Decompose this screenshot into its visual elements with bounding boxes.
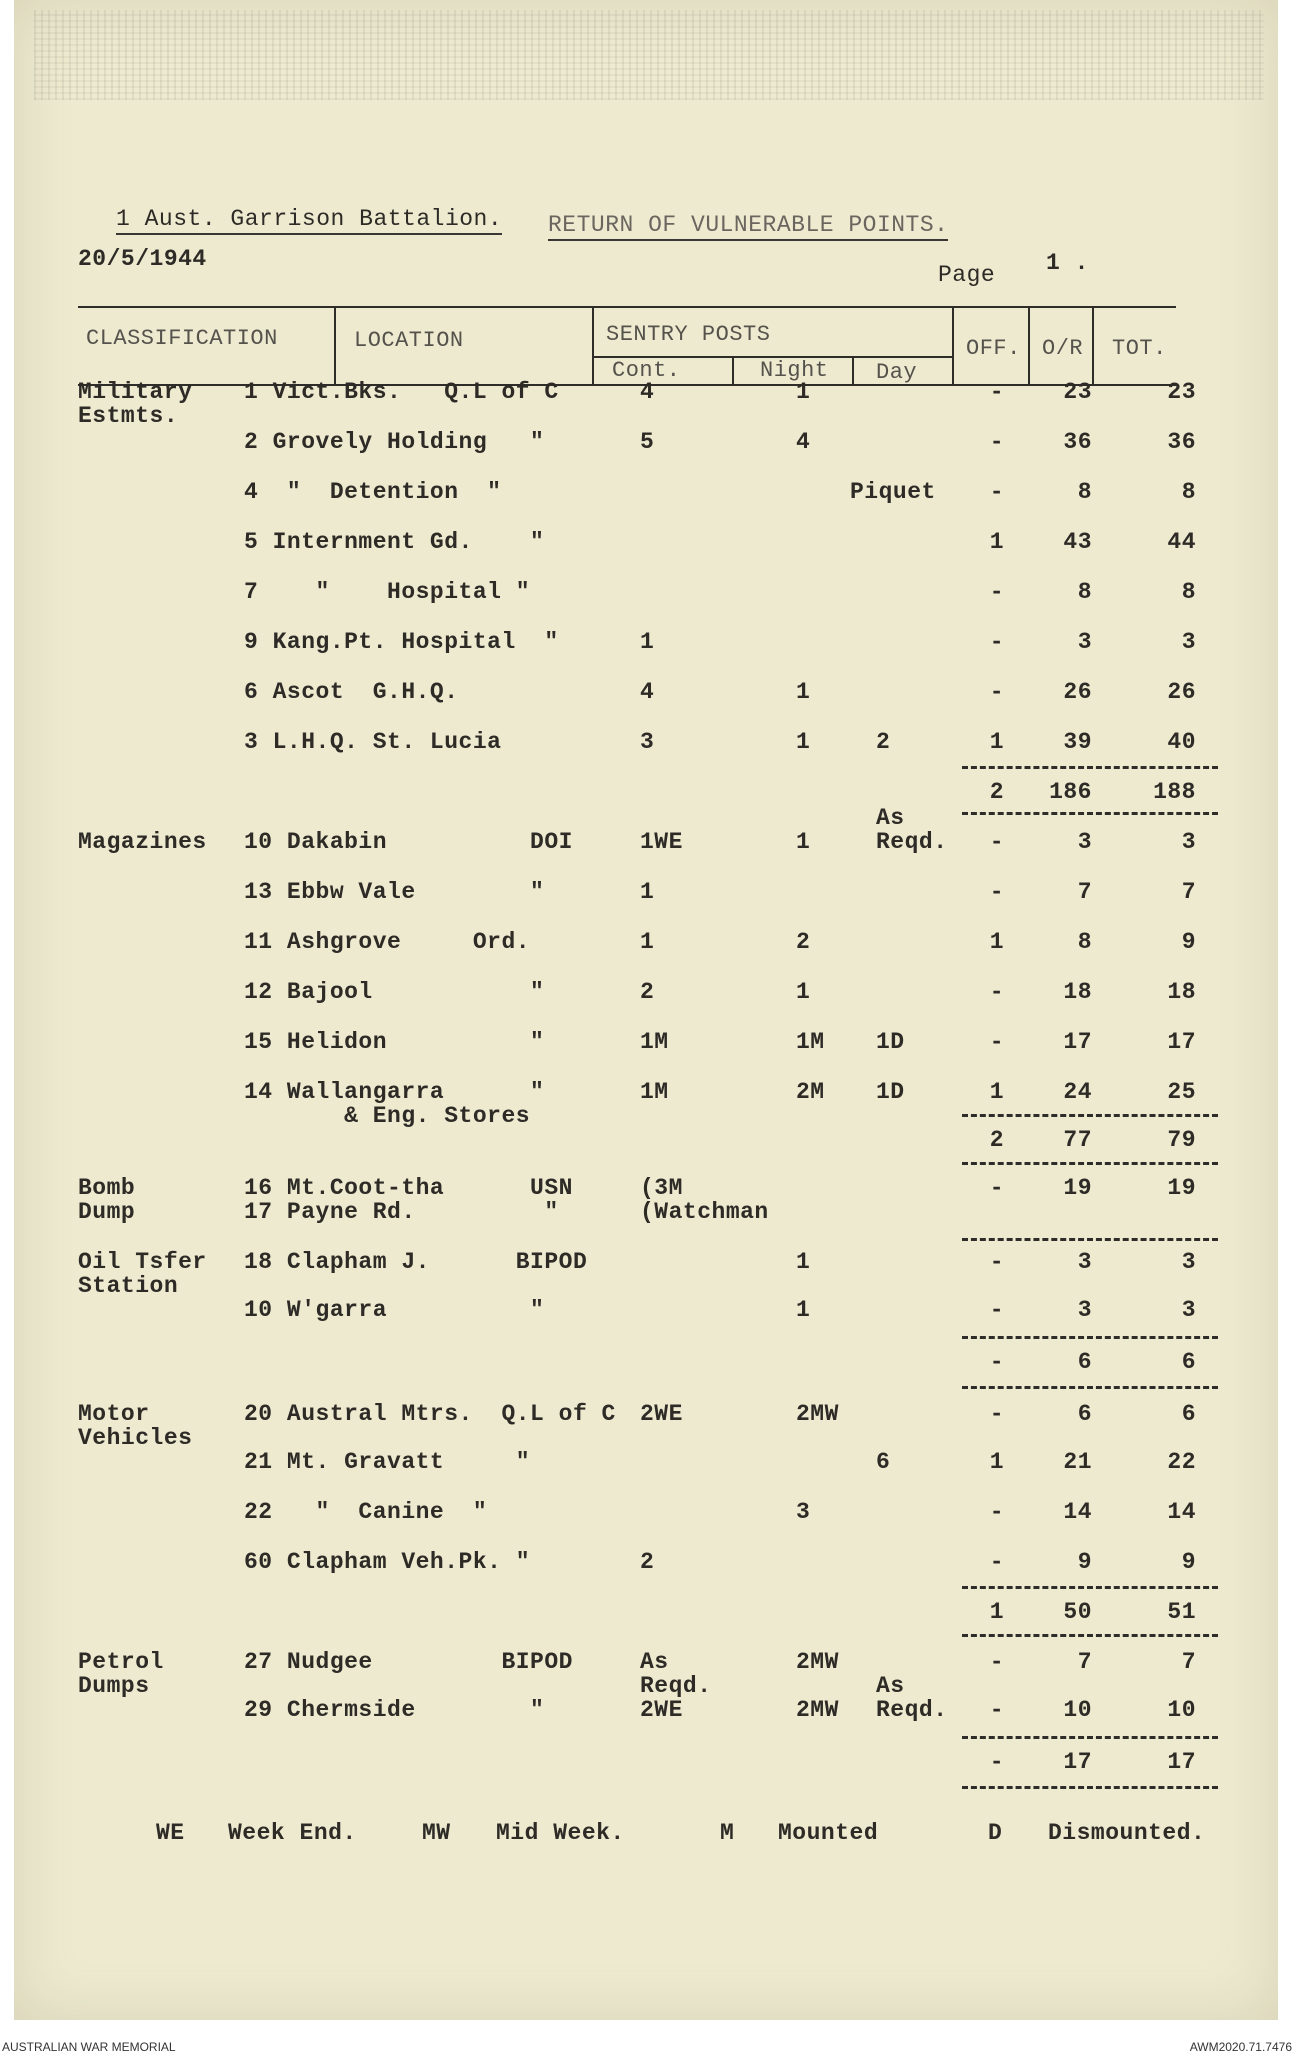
location-cell: 2 Grovely Holding " xyxy=(244,429,545,455)
subtotal-off: - xyxy=(989,1749,1004,1775)
location-cell: 60 Clapham Veh.Pk. " xyxy=(244,1549,531,1575)
off-cell: - xyxy=(989,629,1004,655)
night-cell: 1 xyxy=(796,679,811,705)
tot-cell: 7 xyxy=(1181,879,1196,905)
night-cell: 3 xyxy=(796,1499,811,1525)
cont-cell: 1M xyxy=(640,1029,669,1055)
or-cell: 14 xyxy=(1063,1499,1092,1525)
location-cell: 27 Nudgee BIPOD xyxy=(244,1649,573,1675)
night-cell: 1 xyxy=(796,829,811,855)
or-cell: 8 xyxy=(1077,929,1092,955)
off-cell: - xyxy=(989,1249,1004,1275)
tot-cell: 44 xyxy=(1167,529,1196,555)
tot-cell: 3 xyxy=(1181,629,1196,655)
tot-cell: 8 xyxy=(1181,479,1196,505)
tot-cell: 3 xyxy=(1181,829,1196,855)
subtotal-rule xyxy=(962,1386,1218,1389)
location-cell: 7 " Hospital " xyxy=(244,579,531,605)
group-classification: Magazines xyxy=(78,829,207,855)
night-cell: 2 xyxy=(796,929,811,955)
off-cell: - xyxy=(989,379,1004,405)
location-cell: 10 Dakabin DOI xyxy=(244,829,573,855)
subtotal-off: - xyxy=(989,1349,1004,1375)
location-cell: 29 Chermside " xyxy=(244,1697,545,1723)
cont-cell: 2WE xyxy=(640,1697,683,1723)
subtotal-off: 1 xyxy=(989,1599,1004,1625)
tot-cell: 26 xyxy=(1167,679,1196,705)
subtotal-off: 2 xyxy=(989,779,1004,805)
legend-meaning: Dismounted. xyxy=(1048,1820,1206,1846)
night-cell: 1 xyxy=(796,729,811,755)
location-cell: 9 Kang.Pt. Hospital " xyxy=(244,629,559,655)
subtotal-tot: 6 xyxy=(1181,1349,1196,1375)
tot-cell: 40 xyxy=(1167,729,1196,755)
location-cell: 20 Austral Mtrs. Q.L of C xyxy=(244,1401,616,1427)
or-cell: 39 xyxy=(1063,729,1092,755)
off-cell: - xyxy=(989,579,1004,605)
or-cell: 8 xyxy=(1077,579,1092,605)
cont-cell: 1M xyxy=(640,1079,669,1105)
cont-cell: 1 xyxy=(640,629,655,655)
location-cell: 22 " Canine " xyxy=(244,1499,488,1525)
subtotal-or: 186 xyxy=(1049,779,1092,805)
subtotal-rule xyxy=(962,812,1218,815)
tot-cell: 9 xyxy=(1181,929,1196,955)
location-cell: 5 Internment Gd. " xyxy=(244,529,545,555)
night-cell: 2M xyxy=(796,1079,825,1105)
night-cell: 2MW xyxy=(796,1697,839,1723)
group-classification: Oil Tsfer Station xyxy=(78,1249,207,1299)
subtotal-off: 2 xyxy=(989,1127,1004,1153)
group-classification: Bomb Dump xyxy=(78,1175,136,1225)
footer-accession-number: AWM2020.71.7476 xyxy=(1189,2040,1292,2054)
or-cell: 3 xyxy=(1077,1297,1092,1323)
page-label: Page xyxy=(938,262,996,288)
location-cell: 14 Wallangarra " & Eng. Stores xyxy=(244,1079,545,1129)
col-location: LOCATION xyxy=(354,328,464,353)
off-cell: 1 xyxy=(989,1079,1004,1105)
or-cell: 36 xyxy=(1063,429,1092,455)
or-cell: 19 xyxy=(1063,1175,1092,1201)
print-speckle xyxy=(34,10,1264,100)
legend-code: D xyxy=(988,1820,1003,1846)
off-cell: 1 xyxy=(989,729,1004,755)
legend-meaning: Mounted xyxy=(778,1820,879,1846)
location-cell: 16 Mt.Coot-tha USN 17 Payne Rd. " xyxy=(244,1175,573,1225)
legend-meaning: Week End. xyxy=(228,1820,357,1846)
page-number: 1 . xyxy=(1046,250,1089,276)
tot-cell: 10 xyxy=(1167,1697,1196,1723)
subtotal-or: 77 xyxy=(1063,1127,1092,1153)
table-header-rule xyxy=(78,384,1176,386)
subtotal-rule xyxy=(962,1736,1218,1739)
cont-cell: 1 xyxy=(640,929,655,955)
location-cell: 4 " Detention " xyxy=(244,479,502,505)
legend-meaning: Mid Week. xyxy=(496,1820,625,1846)
tot-cell: 18 xyxy=(1167,979,1196,1005)
location-cell: 11 Ashgrove Ord. xyxy=(244,929,531,955)
subtotal-rule xyxy=(962,766,1218,769)
off-cell: - xyxy=(989,1297,1004,1323)
location-cell: 10 W'garra " xyxy=(244,1297,545,1323)
tot-cell: 7 xyxy=(1181,1649,1196,1675)
tot-cell: 17 xyxy=(1167,1029,1196,1055)
col-sep-1 xyxy=(334,306,336,384)
tot-cell: 14 xyxy=(1167,1499,1196,1525)
subtotal-or: 6 xyxy=(1077,1349,1092,1375)
location-cell: 12 Bajool " xyxy=(244,979,545,1005)
subtotal-or: 50 xyxy=(1063,1599,1092,1625)
subtotal-rule xyxy=(962,1586,1218,1589)
off-cell: 1 xyxy=(989,929,1004,955)
group-classification: Petrol Dumps xyxy=(78,1649,164,1699)
off-cell: - xyxy=(989,1401,1004,1427)
tot-cell: 19 xyxy=(1167,1175,1196,1201)
off-cell: - xyxy=(989,679,1004,705)
off-cell: 1 xyxy=(989,529,1004,555)
night-cell: 1 xyxy=(796,1249,811,1275)
footer-archive-name: AUSTRALIAN WAR MEMORIAL xyxy=(2,2040,176,2054)
subtotal-tot: 79 xyxy=(1167,1127,1196,1153)
col-cont: Cont. xyxy=(612,358,681,383)
or-cell: 3 xyxy=(1077,829,1092,855)
or-cell: 17 xyxy=(1063,1029,1092,1055)
tot-cell: 22 xyxy=(1167,1449,1196,1475)
off-cell: - xyxy=(989,879,1004,905)
tot-cell: 6 xyxy=(1181,1401,1196,1427)
night-cell: 1 xyxy=(796,1297,811,1323)
col-sep-4 xyxy=(852,358,854,384)
day-cell: As Reqd. xyxy=(876,1673,948,1723)
tot-cell: 9 xyxy=(1181,1549,1196,1575)
legend-code: WE xyxy=(156,1820,185,1846)
off-cell: - xyxy=(989,429,1004,455)
col-sep-7 xyxy=(1092,306,1094,384)
group-classification: Military Estmts. xyxy=(78,379,193,429)
or-cell: 23 xyxy=(1063,379,1092,405)
legend-code: M xyxy=(720,1820,735,1846)
col-sep-6 xyxy=(1028,306,1030,384)
legend-code: MW xyxy=(422,1820,451,1846)
cont-cell: 5 xyxy=(640,429,655,455)
tot-cell: 8 xyxy=(1181,579,1196,605)
day-cell: Piquet xyxy=(850,479,936,505)
subtotal-tot: 51 xyxy=(1167,1599,1196,1625)
tot-cell: 36 xyxy=(1167,429,1196,455)
subtotal-or: 17 xyxy=(1063,1749,1092,1775)
document-date: 20/5/1944 xyxy=(78,246,207,272)
night-cell: 2MW xyxy=(796,1401,839,1427)
off-cell: - xyxy=(989,1697,1004,1723)
or-cell: 26 xyxy=(1063,679,1092,705)
off-cell: - xyxy=(989,479,1004,505)
location-cell: 18 Clapham J. BIPOD xyxy=(244,1249,588,1275)
document-title: RETURN OF VULNERABLE POINTS. xyxy=(548,214,948,241)
location-cell: 3 L.H.Q. St. Lucia xyxy=(244,729,502,755)
group-classification: Motor Vehicles xyxy=(78,1401,193,1451)
subtotal-rule xyxy=(962,1634,1218,1637)
cont-cell: 3 xyxy=(640,729,655,755)
off-cell: 1 xyxy=(989,1449,1004,1475)
or-cell: 43 xyxy=(1063,529,1092,555)
cont-cell: 2 xyxy=(640,1549,655,1575)
tot-cell: 25 xyxy=(1167,1079,1196,1105)
off-cell: - xyxy=(989,1499,1004,1525)
or-cell: 9 xyxy=(1077,1549,1092,1575)
col-sentry-posts: SENTRY POSTS xyxy=(606,322,771,347)
col-classification: CLASSIFICATION xyxy=(86,326,278,351)
or-cell: 7 xyxy=(1077,879,1092,905)
off-cell: - xyxy=(989,1029,1004,1055)
subtotal-rule xyxy=(962,1336,1218,1339)
subtotal-rule xyxy=(962,1238,1218,1241)
subtotal-tot: 17 xyxy=(1167,1749,1196,1775)
or-cell: 24 xyxy=(1063,1079,1092,1105)
or-cell: 21 xyxy=(1063,1449,1092,1475)
off-cell: - xyxy=(989,829,1004,855)
cont-cell: 1WE xyxy=(640,829,683,855)
subtotal-rule xyxy=(962,1786,1218,1789)
col-day: Day xyxy=(876,360,918,385)
location-cell: 15 Helidon " xyxy=(244,1029,545,1055)
col-sep-2 xyxy=(592,306,594,384)
location-cell: 6 Ascot G.H.Q. xyxy=(244,679,459,705)
subtotal-tot: 188 xyxy=(1153,779,1196,805)
night-cell: 1M xyxy=(796,1029,825,1055)
cont-cell: 2WE xyxy=(640,1401,683,1427)
col-tot: TOT. xyxy=(1112,336,1167,361)
location-cell: 1 Vict.Bks. Q.L of C xyxy=(244,379,559,405)
or-cell: 3 xyxy=(1077,629,1092,655)
off-cell: - xyxy=(989,1649,1004,1675)
or-cell: 8 xyxy=(1077,479,1092,505)
cont-cell: 1 xyxy=(640,879,655,905)
location-cell: 21 Mt. Gravatt " xyxy=(244,1449,531,1475)
col-sep-5 xyxy=(952,306,954,384)
night-cell: 2MW xyxy=(796,1649,839,1675)
day-cell: 2 xyxy=(876,729,891,755)
day-cell: 1D xyxy=(876,1079,905,1105)
col-sep-3 xyxy=(732,358,734,384)
cont-cell: As Reqd. xyxy=(640,1649,712,1699)
subtotal-rule xyxy=(962,1162,1218,1165)
or-cell: 6 xyxy=(1077,1401,1092,1427)
col-off: OFF. xyxy=(966,336,1021,361)
off-cell: - xyxy=(989,979,1004,1005)
cont-cell: 4 xyxy=(640,379,655,405)
day-cell: 6 xyxy=(876,1449,891,1475)
night-cell: 1 xyxy=(796,979,811,1005)
col-night: Night xyxy=(760,358,829,383)
day-cell: As Reqd. xyxy=(876,805,948,855)
location-cell: 13 Ebbw Vale " xyxy=(244,879,545,905)
cont-cell: 4 xyxy=(640,679,655,705)
or-cell: 18 xyxy=(1063,979,1092,1005)
off-cell: - xyxy=(989,1549,1004,1575)
table-top-rule xyxy=(78,306,1176,308)
tot-cell: 3 xyxy=(1181,1249,1196,1275)
off-cell: - xyxy=(989,1175,1004,1201)
or-cell: 3 xyxy=(1077,1249,1092,1275)
day-cell: 1D xyxy=(876,1029,905,1055)
night-cell: 1 xyxy=(796,379,811,405)
tot-cell: 23 xyxy=(1167,379,1196,405)
night-cell: 4 xyxy=(796,429,811,455)
cont-cell: 2 xyxy=(640,979,655,1005)
col-or: O/R xyxy=(1042,336,1084,361)
unit-name: 1 Aust. Garrison Battalion. xyxy=(116,208,502,235)
or-cell: 10 xyxy=(1063,1697,1092,1723)
cont-cell: (3M (Watchman xyxy=(640,1175,769,1225)
or-cell: 7 xyxy=(1077,1649,1092,1675)
subtotal-rule xyxy=(962,1114,1218,1117)
tot-cell: 3 xyxy=(1181,1297,1196,1323)
